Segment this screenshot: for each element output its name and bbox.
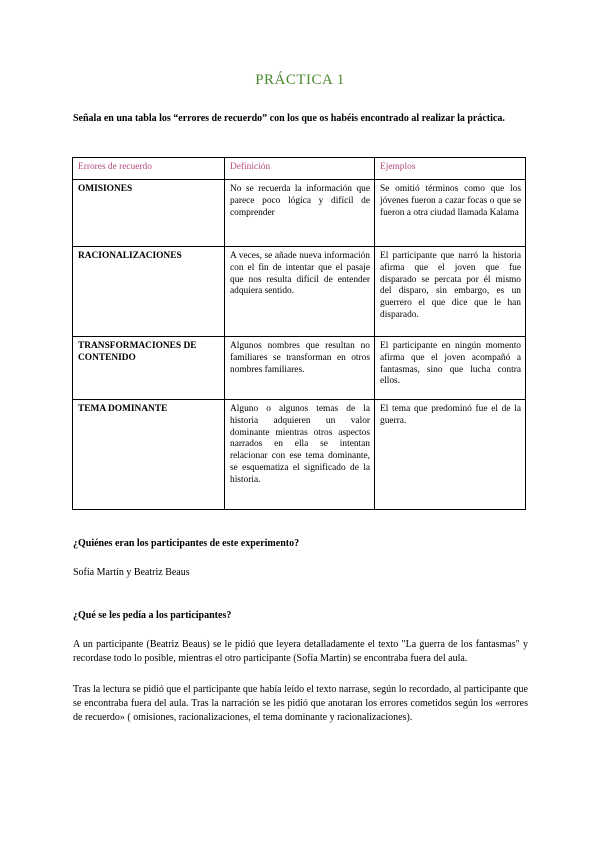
question-participants: ¿Quiénes eran los participantes de este experimento? [73,538,300,549]
error-definition: No se recuerda la información que parece poco lógica y difícil de comprender [225,180,375,247]
error-definition: A veces, se añade nueva información con el fin de intentar que el pasaje que nos resulta difícil de entender adquiera sentido. [225,247,375,337]
task-paragraph-1: A un participante (Beatriz Beaus) se le pidió que leyera detalladamente el texto "La guerra de los fantasmas" y recordase todo lo posible, mientras el otro participante (Sofía Martín) se encontraba fuera del aula. [73,639,528,664]
task-paragraph-2: Tras la lectura se pidió que el participante que había leído el texto narrase, según lo recordado, al participante que se encontraba fuera del aula. Tras la narración se les pidió que anotaran los errores cometidos según los «errores de recuerdo» ( omisiones, racionalizaciones, el tema dominante y racionalizaciones). [73,684,528,723]
table-header-row [73,158,526,180]
table-row [73,247,526,337]
error-example: Se omitió términos como que los jóvenes fueron a cazar focas o que se fueron a otra ciudad llamada Kalama [375,180,526,247]
error-definition: Alguno o algunos temas de la historia adquieren un valor dominante mientras otros aspectos narrados en ella se intentan relacionar con ese tema dominante, se esquematiza el significado de la historia. [225,400,375,510]
error-term: RACIONALIZACIONES [73,247,225,337]
column-header: Ejemplos [375,158,526,180]
error-example: El participante que narró la historia afirma que el joven que fue disparado se percata por él mismo del disparo, sin embargo, es un guerrero el que dice que le han disparado. [375,247,526,337]
error-term: OMISIONES [73,180,225,247]
answer-participants: Sofía Martín y Beatriz Beaus [73,567,190,578]
table-row [73,337,526,400]
table-row [73,180,526,247]
error-term: TRANSFORMACIONES DE CONTENIDO [73,337,225,400]
error-definition: Algunos nombres que resultan no familiares se transforman en otros nombres familiares. [225,337,375,400]
errors-table [72,157,526,510]
error-term: TEMA DOMINANTE [73,400,225,510]
error-example: El tema que predominó fue el de la guerra. [375,400,526,510]
column-header: Definición [225,158,375,180]
error-example: El participante en ningún momento afirma que el joven acompañó a fantasmas, sino que lucha contra ellos. [375,337,526,400]
instruction-text: Señala en una tabla los “errores de recuerdo” con los que os habéis encontrado al realizar la práctica. [73,113,505,124]
question-task: ¿Qué se les pedía a los participantes? [73,610,232,621]
column-header: Errores de recuerdo [73,158,225,180]
page-title: PRÁCTICA 1 [255,72,345,88]
table-row [73,400,526,510]
